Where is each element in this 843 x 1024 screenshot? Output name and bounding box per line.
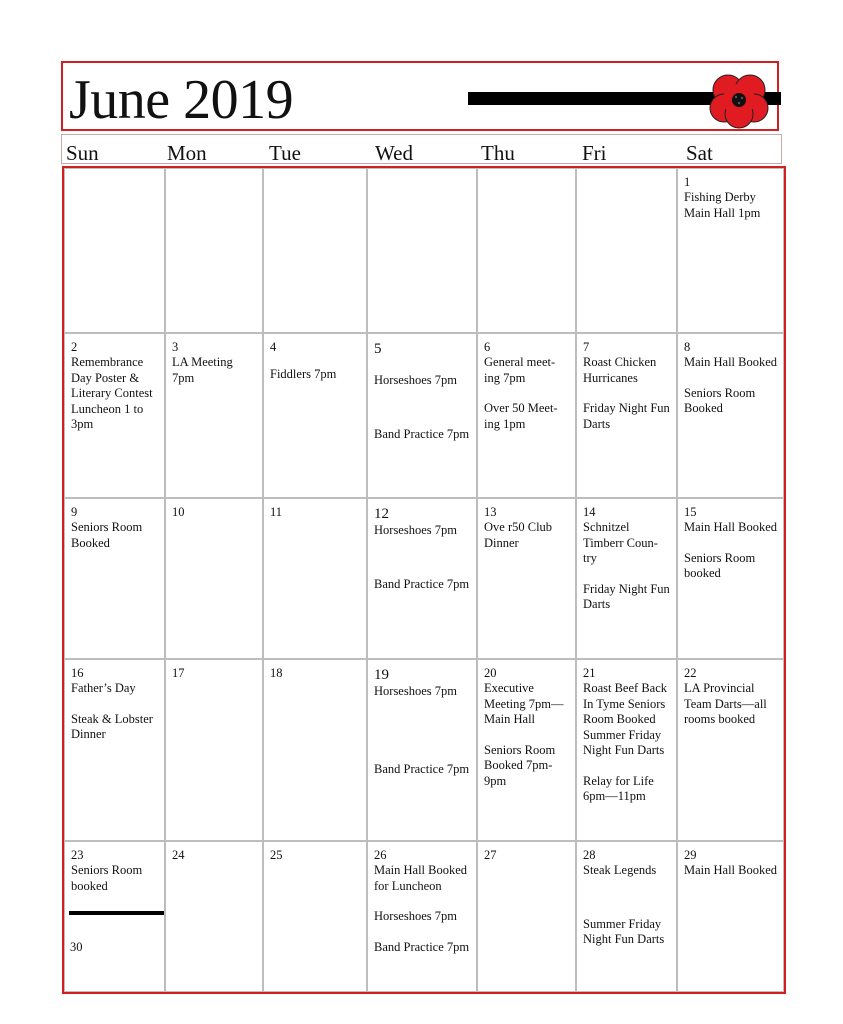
day-cell bbox=[477, 841, 576, 992]
day-number: 1 bbox=[684, 175, 691, 189]
day-cell bbox=[477, 659, 576, 841]
day-split-divider bbox=[69, 911, 164, 915]
event-text: Steak & Lobster Dinner bbox=[71, 711, 153, 741]
day-cell-empty bbox=[576, 168, 677, 333]
event-text: Father’s Day bbox=[71, 681, 136, 695]
day-cell bbox=[64, 333, 165, 498]
event-text: Relay for Life 6pm—11pm bbox=[583, 773, 654, 803]
day-number: 20 bbox=[484, 666, 497, 680]
event-text: Fishing Derby Main Hall 1pm bbox=[684, 190, 761, 220]
weekday-label: Fri bbox=[582, 141, 607, 165]
day-number: 5 bbox=[374, 341, 382, 357]
event-text: Seniors Room booked bbox=[71, 863, 143, 893]
day-number: 16 bbox=[71, 666, 84, 680]
day-number: 12 bbox=[374, 506, 389, 522]
day-number: 27 bbox=[484, 848, 497, 862]
day-cell bbox=[677, 168, 784, 333]
day-cell bbox=[367, 841, 477, 992]
day-cell bbox=[165, 498, 263, 659]
day-cell bbox=[367, 659, 477, 841]
day-number: 21 bbox=[583, 666, 596, 680]
day-number: 13 bbox=[484, 505, 497, 519]
event-text: Band Practice 7pm bbox=[374, 426, 470, 441]
event-text: General meet-ing 7pm bbox=[484, 355, 556, 385]
event-text: Seniors Room Booked bbox=[684, 385, 756, 415]
event-text: Main Hall Booked bbox=[684, 863, 778, 877]
event-text: Band Practice 7pm bbox=[374, 939, 470, 954]
day-number: 15 bbox=[684, 505, 697, 519]
calendar-header bbox=[61, 61, 779, 131]
weekday-header bbox=[61, 134, 782, 164]
day-cell bbox=[263, 333, 367, 498]
day-cell bbox=[165, 333, 263, 498]
day-cell bbox=[576, 659, 677, 841]
day-cell bbox=[263, 659, 367, 841]
day-cell bbox=[263, 498, 367, 659]
event-text: Friday Night Fun Darts bbox=[583, 401, 670, 431]
event-text: Horseshoes 7pm bbox=[374, 909, 457, 923]
day-number: 18 bbox=[270, 666, 283, 680]
day-cell-empty bbox=[165, 168, 263, 333]
event-text: Main Hall Booked bbox=[684, 520, 778, 534]
day-cell bbox=[165, 841, 263, 992]
day-number: 14 bbox=[583, 505, 596, 519]
weekday-label: Sat bbox=[686, 141, 713, 165]
day-number: 23 bbox=[71, 848, 84, 862]
day-cell-empty bbox=[64, 168, 165, 333]
day-cell bbox=[367, 333, 477, 498]
day-number: 22 bbox=[684, 666, 697, 680]
day-cell bbox=[367, 498, 477, 659]
day-cell-empty bbox=[477, 168, 576, 333]
day-cell bbox=[477, 333, 576, 498]
day-cell-empty bbox=[367, 168, 477, 333]
day-number: 30 bbox=[70, 940, 83, 954]
day-number: 26 bbox=[374, 848, 387, 862]
weekday-label: Sun bbox=[66, 141, 99, 165]
event-text: Roast Chicken Hurricanes bbox=[583, 355, 657, 385]
event-text: Horseshoes 7pm bbox=[374, 373, 457, 387]
day-number: 24 bbox=[172, 848, 185, 862]
event-text: Summer Friday Night Fun Darts bbox=[583, 916, 665, 946]
day-cell bbox=[576, 333, 677, 498]
day-cell bbox=[677, 841, 784, 992]
event-text: Executive Meeting 7pm—Main Hall bbox=[484, 681, 564, 726]
day-cell bbox=[64, 841, 165, 992]
event-text: Seniors Room booked bbox=[684, 550, 756, 580]
day-cell bbox=[477, 498, 576, 659]
weekday-label: Tue bbox=[269, 141, 301, 165]
day-number: 4 bbox=[270, 340, 277, 354]
day-cell bbox=[263, 841, 367, 992]
event-text: Horseshoes 7pm bbox=[374, 523, 457, 537]
weekday-label: Mon bbox=[167, 141, 207, 165]
day-cell bbox=[677, 333, 784, 498]
event-text: LA Meeting 7pm bbox=[172, 355, 233, 385]
day-cell bbox=[64, 498, 165, 659]
day-number: 6 bbox=[484, 340, 491, 354]
day-cell bbox=[677, 659, 784, 841]
day-number: 8 bbox=[684, 340, 691, 354]
day-number: 28 bbox=[583, 848, 596, 862]
event-text: Schnitzel Timberr Coun-try bbox=[583, 520, 658, 565]
day-number: 17 bbox=[172, 666, 185, 680]
event-text: Friday Night Fun Darts bbox=[583, 581, 670, 611]
day-number: 29 bbox=[684, 848, 697, 862]
event-text: Main Hall Booked bbox=[684, 355, 778, 369]
weekday-label: Thu bbox=[481, 141, 515, 165]
day-number: 2 bbox=[71, 340, 78, 354]
event-text: Band Practice 7pm bbox=[374, 761, 470, 776]
event-text: Ove r50 Club Dinner bbox=[484, 520, 553, 550]
day-number: 7 bbox=[583, 340, 590, 354]
day-number: 11 bbox=[270, 505, 283, 519]
event-text: Seniors Room Booked bbox=[71, 520, 143, 550]
day-cell bbox=[576, 498, 677, 659]
event-text: Band Practice 7pm bbox=[374, 576, 470, 591]
day-number: 25 bbox=[270, 848, 283, 862]
event-text: LA Provincial Team Darts—all rooms booked bbox=[684, 681, 767, 726]
day-cell bbox=[576, 841, 677, 992]
day-number: 9 bbox=[71, 505, 78, 519]
page-title: June 2019 bbox=[69, 69, 294, 131]
day-cell-empty bbox=[263, 168, 367, 333]
day-number: 10 bbox=[172, 505, 185, 519]
day-cell bbox=[64, 659, 165, 841]
event-text: Fiddlers 7pm bbox=[270, 367, 337, 381]
day-number: 3 bbox=[172, 340, 179, 354]
weekday-label: Wed bbox=[375, 141, 413, 165]
event-text: Roast Beef Back In Tyme Seniors Room Booked Summer Friday Night Fun Darts bbox=[583, 681, 668, 757]
poppy-icon bbox=[709, 70, 769, 130]
day-cell bbox=[677, 498, 784, 659]
event-text: Over 50 Meet-ing 1pm bbox=[484, 401, 558, 431]
event-text: Steak Legends bbox=[583, 863, 657, 877]
day-number: 19 bbox=[374, 667, 389, 683]
event-text: Main Hall Booked for Luncheon bbox=[374, 863, 468, 893]
day-cell bbox=[165, 659, 263, 841]
event-text: Seniors Room Booked 7pm-9pm bbox=[484, 742, 556, 788]
event-text: Remembrance Day Poster & Literary Contest Luncheon 1 to 3pm bbox=[71, 355, 153, 431]
event-text: Horseshoes 7pm bbox=[374, 684, 457, 698]
